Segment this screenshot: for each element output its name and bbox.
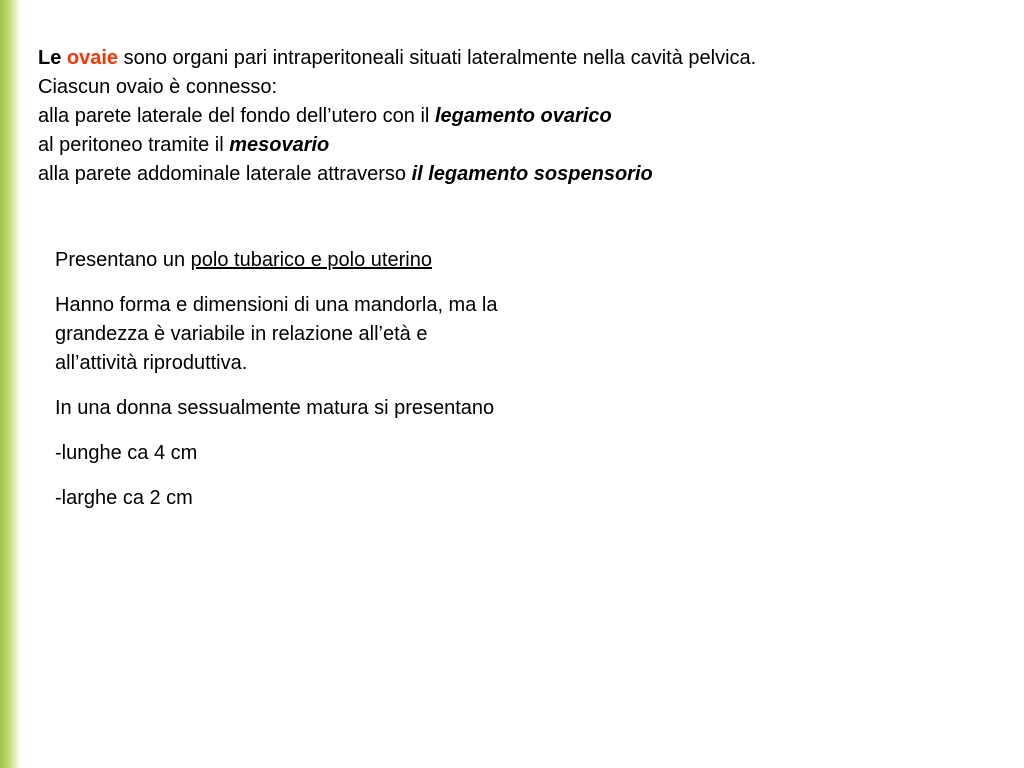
detail-poles-underlined: polo tubarico e polo uterino (190, 249, 432, 271)
details-text-block (55, 246, 500, 529)
intro-line-5-prefix: alla parete addominale laterale attraverso (38, 163, 412, 185)
intro-line-3 (38, 102, 998, 131)
intro-text-block (38, 44, 998, 189)
intro-line-4-prefix: al peritoneo tramite il (38, 134, 230, 156)
detail-length: -lunghe ca 4 cm (55, 442, 198, 464)
slide-accent-bar (0, 0, 20, 768)
intro-line-1-rest: sono organi pari intraperitoneali situati lateralmente nella cavità pelvica. (118, 47, 757, 69)
intro-ovaie-term: ovaie (66, 47, 119, 69)
mesovario-term: mesovario (229, 134, 330, 156)
intro-line-2: Ciascun ovaio è connesso: (38, 76, 278, 98)
intro-le: Le (38, 47, 62, 69)
intro-line-5 (38, 160, 998, 189)
detail-shape: Hanno forma e dimensioni di una mandorla, ma la grandezza è variabile in relazione all’età e all’attività riproduttiva. (55, 294, 498, 374)
detail-poles (55, 246, 500, 275)
legamento-sospensorio-term: il legamento sospensorio (411, 163, 653, 185)
intro-line-3-prefix: alla parete laterale del fondo dell’utero con il (38, 105, 435, 127)
intro-line-1 (38, 44, 998, 73)
legamento-ovarico-term: legamento ovarico (434, 105, 612, 127)
detail-mature: In una donna sessualmente matura si presentano (55, 397, 495, 419)
intro-line-4 (38, 131, 998, 160)
detail-poles-prefix: Presentano un (55, 249, 191, 271)
detail-width: -larghe ca 2 cm (55, 487, 193, 509)
